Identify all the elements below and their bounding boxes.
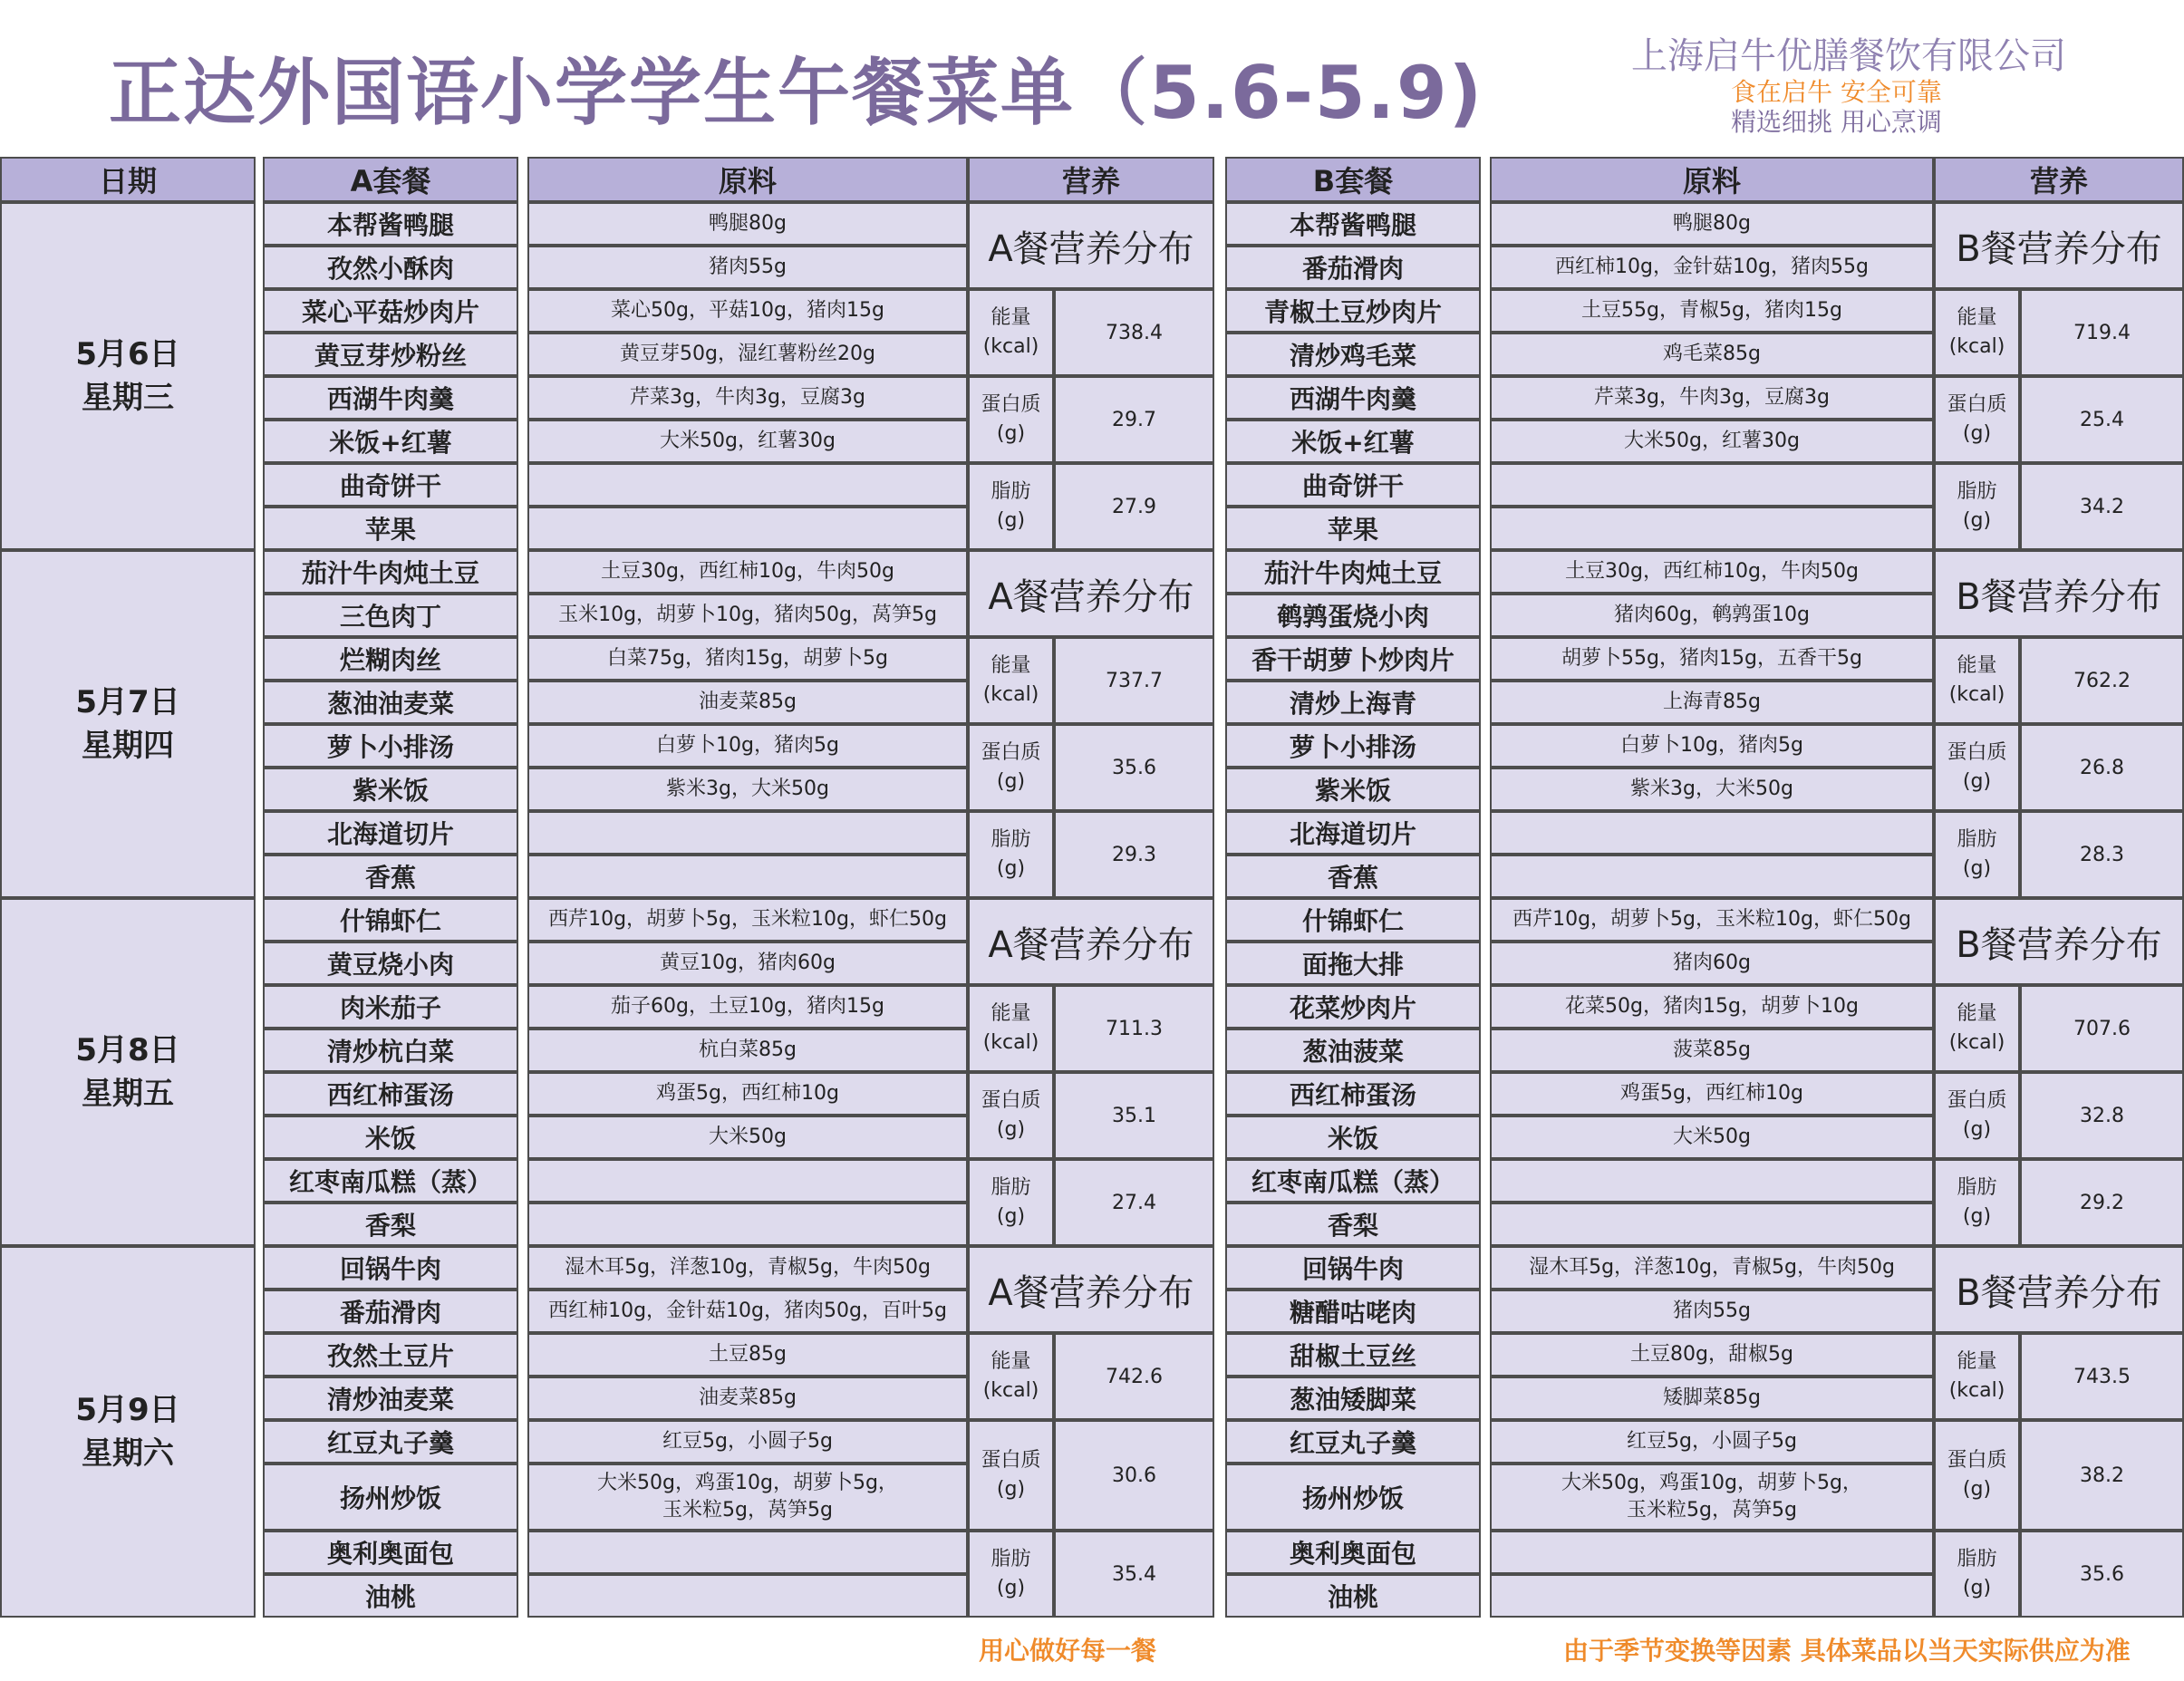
b-ingredients: 土豆55g，青椒5g，猪肉15g (1490, 289, 1934, 333)
a-fat-value: 27.4 (1054, 1159, 1214, 1246)
b-dish: 清炒鸡毛菜 (1225, 333, 1481, 376)
a-ingredients: 茄子60g，土豆10g，猪肉15g (527, 985, 968, 1029)
a-ingredients: 芹菜3g，牛肉3g，豆腐3g (527, 376, 968, 420)
a-ingredients: 菜心50g，平菇10g，猪肉15g (527, 289, 968, 333)
b-dish: 米饭 (1225, 1116, 1481, 1159)
b-fat-value: 29.2 (2020, 1159, 2184, 1246)
header-b-meal: B套餐 (1225, 157, 1481, 202)
b-energy-value: 719.4 (2020, 289, 2184, 376)
b-energy-label: 能量 (kcal) (1934, 289, 2020, 376)
a-dish: 茄汁牛肉炖土豆 (263, 550, 518, 594)
b-energy-label: 能量 (kcal) (1934, 1333, 2020, 1420)
b-nutrition-title: B餐营养分布 (1934, 898, 2184, 985)
header-a-ingredients: 原料 (527, 157, 968, 202)
b-ingredients (1490, 1574, 1934, 1618)
slogan-line-1: 食在启牛 安全可靠 (1731, 77, 1942, 107)
a-fat-label: 脂肪 (g) (968, 1159, 1054, 1246)
b-dish: 北海道切片 (1225, 811, 1481, 855)
b-dish: 红枣南瓜糕（蒸） (1225, 1159, 1481, 1203)
a-energy-value: 742.6 (1054, 1333, 1214, 1420)
menu-table (0, 157, 2184, 1618)
a-nutrition-title: A餐营养分布 (968, 1246, 1214, 1333)
b-protein-value: 26.8 (2020, 724, 2184, 811)
b-nutrition-title: B餐营养分布 (1934, 202, 2184, 289)
a-ingredients: 西芹10g，胡萝卜5g，玉米粒10g，虾仁50g (527, 898, 968, 942)
a-energy-label: 能量 (kcal) (968, 637, 1054, 724)
a-ingredients (527, 855, 968, 898)
a-ingredients (527, 1531, 968, 1574)
a-dish: 萝卜小排汤 (263, 724, 518, 768)
a-dish: 黄豆芽炒粉丝 (263, 333, 518, 376)
b-dish: 扬州炒饭 (1225, 1464, 1481, 1531)
b-energy-value: 743.5 (2020, 1333, 2184, 1420)
a-dish: 红豆丸子羹 (263, 1420, 518, 1464)
a-energy-label: 能量 (kcal) (968, 985, 1054, 1072)
b-dish: 西红柿蛋汤 (1225, 1072, 1481, 1116)
header-b-nutrition: 营养 (1934, 157, 2184, 202)
b-ingredients (1490, 507, 1934, 550)
a-ingredients: 猪肉55g (527, 246, 968, 289)
a-ingredients: 大米50g，红薯30g (527, 420, 968, 463)
a-protein-value: 35.1 (1054, 1072, 1214, 1159)
b-ingredients: 红豆5g，小圆子5g (1490, 1420, 1934, 1464)
a-nutrition-title: A餐营养分布 (968, 898, 1214, 985)
b-dish: 红豆丸子羹 (1225, 1420, 1481, 1464)
a-fat-label: 脂肪 (g) (968, 811, 1054, 898)
a-dish: 香蕉 (263, 855, 518, 898)
b-dish: 鹌鹑蛋烧小肉 (1225, 594, 1481, 637)
a-dish: 红枣南瓜糕（蒸） (263, 1159, 518, 1203)
a-ingredients (527, 507, 968, 550)
header-date: 日期 (0, 157, 256, 202)
a-ingredients: 鸡蛋5g，西红柿10g (527, 1072, 968, 1116)
b-dish: 奥利奥面包 (1225, 1531, 1481, 1574)
b-dish: 面拖大排 (1225, 942, 1481, 985)
b-ingredients: 紫米3g，大米50g (1490, 768, 1934, 811)
b-ingredients: 土豆30g，西红柿10g，牛肉50g (1490, 550, 1934, 594)
day-date: 5月6日 星期三 (0, 202, 256, 550)
b-fat-label: 脂肪 (g) (1934, 811, 2020, 898)
b-ingredients: 猪肉60g (1490, 942, 1934, 985)
b-dish: 西湖牛肉羹 (1225, 376, 1481, 420)
b-fat-label: 脂肪 (g) (1934, 1159, 2020, 1246)
day-date: 5月8日 星期五 (0, 898, 256, 1246)
a-dish: 西湖牛肉羹 (263, 376, 518, 420)
b-ingredients: 上海青85g (1490, 681, 1934, 724)
header-a-meal: A套餐 (263, 157, 518, 202)
b-ingredients: 白萝卜10g，猪肉5g (1490, 724, 1934, 768)
b-energy-value: 707.6 (2020, 985, 2184, 1072)
a-dish: 本帮酱鸭腿 (263, 202, 518, 246)
b-ingredients: 胡萝卜55g，猪肉15g，五香干5g (1490, 637, 1934, 681)
b-ingredients (1490, 1203, 1934, 1246)
b-ingredients: 大米50g，红薯30g (1490, 420, 1934, 463)
a-ingredients: 红豆5g，小圆子5g (527, 1420, 968, 1464)
b-fat-label: 脂肪 (g) (1934, 463, 2020, 550)
b-dish: 茄汁牛肉炖土豆 (1225, 550, 1481, 594)
a-dish: 烂糊肉丝 (263, 637, 518, 681)
b-ingredients (1490, 1159, 1934, 1203)
a-dish: 清炒杭白菜 (263, 1029, 518, 1072)
b-dish: 香干胡萝卜炒肉片 (1225, 637, 1481, 681)
footer-right-note: 由于季节变换等因素 具体菜品以当天实际供应为准 (1563, 1636, 2131, 1666)
a-ingredients: 湿木耳5g，洋葱10g，青椒5g，牛肉50g (527, 1246, 968, 1290)
b-dish: 苹果 (1225, 507, 1481, 550)
b-protein-label: 蛋白质 (g) (1934, 1072, 2020, 1159)
b-dish: 番茄滑肉 (1225, 246, 1481, 289)
a-nutrition-title: A餐营养分布 (968, 550, 1214, 637)
a-dish: 三色肉丁 (263, 594, 518, 637)
b-dish: 花菜炒肉片 (1225, 985, 1481, 1029)
b-energy-value: 762.2 (2020, 637, 2184, 724)
b-energy-label: 能量 (kcal) (1934, 637, 2020, 724)
b-dish: 紫米饭 (1225, 768, 1481, 811)
a-dish: 扬州炒饭 (263, 1464, 518, 1531)
a-dish: 曲奇饼干 (263, 463, 518, 507)
a-dish: 回锅牛肉 (263, 1246, 518, 1290)
b-energy-label: 能量 (kcal) (1934, 985, 2020, 1072)
a-dish: 孜然小酥肉 (263, 246, 518, 289)
b-nutrition-title: B餐营养分布 (1934, 550, 2184, 637)
a-dish: 油桃 (263, 1574, 518, 1618)
a-fat-label: 脂肪 (g) (968, 463, 1054, 550)
a-energy-value: 738.4 (1054, 289, 1214, 376)
a-fat-value: 27.9 (1054, 463, 1214, 550)
a-ingredients (527, 1203, 968, 1246)
a-ingredients: 西红柿10g，金针菇10g，猪肉50g，百叶5g (527, 1290, 968, 1333)
a-ingredients: 鸭腿80g (527, 202, 968, 246)
a-fat-value: 29.3 (1054, 811, 1214, 898)
a-dish: 北海道切片 (263, 811, 518, 855)
a-nutrition-title: A餐营养分布 (968, 202, 1214, 289)
a-ingredients: 大米50g，鸡蛋10g，胡萝卜5g， 玉米粒5g，莴笋5g (527, 1464, 968, 1531)
b-ingredients: 花菜50g，猪肉15g，胡萝卜10g (1490, 985, 1934, 1029)
a-dish: 番茄滑肉 (263, 1290, 518, 1333)
a-energy-label: 能量 (kcal) (968, 1333, 1054, 1420)
a-ingredients: 大米50g (527, 1116, 968, 1159)
a-fat-label: 脂肪 (g) (968, 1531, 1054, 1618)
b-ingredients: 土豆80g，甜椒5g (1490, 1333, 1934, 1377)
b-dish: 糖醋咕咾肉 (1225, 1290, 1481, 1333)
b-protein-label: 蛋白质 (g) (1934, 376, 2020, 463)
a-dish: 紫米饭 (263, 768, 518, 811)
b-protein-label: 蛋白质 (g) (1934, 1420, 2020, 1531)
a-ingredients: 玉米10g，胡萝卜10g，猪肉50g，莴笋5g (527, 594, 968, 637)
day-date: 5月9日 星期六 (0, 1246, 256, 1618)
a-dish: 香梨 (263, 1203, 518, 1246)
b-fat-label: 脂肪 (g) (1934, 1531, 2020, 1618)
b-protein-value: 25.4 (2020, 376, 2184, 463)
day-date: 5月7日 星期四 (0, 550, 256, 898)
b-fat-value: 28.3 (2020, 811, 2184, 898)
a-ingredients: 白菜75g，猪肉15g，胡萝卜5g (527, 637, 968, 681)
a-protein-value: 29.7 (1054, 376, 1214, 463)
a-energy-value: 711.3 (1054, 985, 1214, 1072)
a-dish: 西红柿蛋汤 (263, 1072, 518, 1116)
header-b-ingredients: 原料 (1490, 157, 1934, 202)
b-ingredients: 猪肉55g (1490, 1290, 1934, 1333)
b-dish: 甜椒土豆丝 (1225, 1333, 1481, 1377)
a-dish: 菜心平菇炒肉片 (263, 289, 518, 333)
a-dish: 孜然土豆片 (263, 1333, 518, 1377)
a-energy-label: 能量 (kcal) (968, 289, 1054, 376)
b-dish: 萝卜小排汤 (1225, 724, 1481, 768)
b-ingredients: 大米50g (1490, 1116, 1934, 1159)
a-ingredients: 紫米3g，大米50g (527, 768, 968, 811)
a-protein-label: 蛋白质 (g) (968, 1420, 1054, 1531)
b-dish: 什锦虾仁 (1225, 898, 1481, 942)
b-ingredients: 鸭腿80g (1490, 202, 1934, 246)
a-protein-value: 30.6 (1054, 1420, 1214, 1531)
b-ingredients: 鸡蛋5g，西红柿10g (1490, 1072, 1934, 1116)
b-dish: 葱油矮脚菜 (1225, 1377, 1481, 1420)
a-ingredients: 黄豆10g，猪肉60g (527, 942, 968, 985)
b-dish: 香蕉 (1225, 855, 1481, 898)
a-dish: 肉米茄子 (263, 985, 518, 1029)
b-protein-value: 38.2 (2020, 1420, 2184, 1531)
a-ingredients: 黄豆芽50g，湿红薯粉丝20g (527, 333, 968, 376)
b-dish: 米饭+红薯 (1225, 420, 1481, 463)
a-protein-value: 35.6 (1054, 724, 1214, 811)
b-dish: 葱油菠菜 (1225, 1029, 1481, 1072)
a-ingredients (527, 463, 968, 507)
a-dish: 米饭+红薯 (263, 420, 518, 463)
a-dish: 奥利奥面包 (263, 1531, 518, 1574)
a-dish: 清炒油麦菜 (263, 1377, 518, 1420)
b-fat-value: 35.6 (2020, 1531, 2184, 1618)
a-dish: 葱油油麦菜 (263, 681, 518, 724)
b-ingredients: 猪肉60g，鹌鹑蛋10g (1490, 594, 1934, 637)
b-ingredients (1490, 1531, 1934, 1574)
b-dish: 本帮酱鸭腿 (1225, 202, 1481, 246)
b-ingredients: 西红柿10g，金针菇10g，猪肉55g (1490, 246, 1934, 289)
a-dish: 米饭 (263, 1116, 518, 1159)
slogan-line-2: 精选细挑 用心烹调 (1731, 107, 1942, 137)
b-ingredients (1490, 811, 1934, 855)
a-ingredients: 土豆30g，西红柿10g，牛肉50g (527, 550, 968, 594)
header-a-nutrition: 营养 (968, 157, 1214, 202)
a-fat-value: 35.4 (1054, 1531, 1214, 1618)
b-ingredients (1490, 855, 1934, 898)
a-dish: 苹果 (263, 507, 518, 550)
a-ingredients: 白萝卜10g，猪肉5g (527, 724, 968, 768)
b-ingredients: 大米50g，鸡蛋10g，胡萝卜5g， 玉米粒5g，莴笋5g (1490, 1464, 1934, 1531)
a-energy-value: 737.7 (1054, 637, 1214, 724)
b-ingredients: 菠菜85g (1490, 1029, 1934, 1072)
b-dish: 油桃 (1225, 1574, 1481, 1618)
b-protein-label: 蛋白质 (g) (1934, 724, 2020, 811)
b-protein-value: 32.8 (2020, 1072, 2184, 1159)
a-ingredients: 杭白菜85g (527, 1029, 968, 1072)
company-name: 上海启牛优膳餐饮有限公司 (1631, 35, 2066, 77)
b-ingredients: 湿木耳5g，洋葱10g，青椒5g，牛肉50g (1490, 1246, 1934, 1290)
b-ingredients (1490, 463, 1934, 507)
page-title: 正达外国语小学学生午餐菜单（5.6-5.9) (109, 51, 1484, 135)
b-dish: 回锅牛肉 (1225, 1246, 1481, 1290)
b-dish: 曲奇饼干 (1225, 463, 1481, 507)
b-ingredients: 西芹10g，胡萝卜5g，玉米粒10g，虾仁50g (1490, 898, 1934, 942)
b-fat-value: 34.2 (2020, 463, 2184, 550)
a-ingredients (527, 1159, 968, 1203)
a-ingredients: 油麦菜85g (527, 1377, 968, 1420)
a-protein-label: 蛋白质 (g) (968, 376, 1054, 463)
a-protein-label: 蛋白质 (g) (968, 724, 1054, 811)
a-ingredients: 油麦菜85g (527, 681, 968, 724)
b-ingredients: 芹菜3g，牛肉3g，豆腐3g (1490, 376, 1934, 420)
b-ingredients: 鸡毛菜85g (1490, 333, 1934, 376)
a-ingredients (527, 1574, 968, 1618)
b-nutrition-title: B餐营养分布 (1934, 1246, 2184, 1333)
b-dish: 青椒土豆炒肉片 (1225, 289, 1481, 333)
a-dish: 什锦虾仁 (263, 898, 518, 942)
a-protein-label: 蛋白质 (g) (968, 1072, 1054, 1159)
b-ingredients: 矮脚菜85g (1490, 1377, 1934, 1420)
a-dish: 黄豆烧小肉 (263, 942, 518, 985)
a-ingredients (527, 811, 968, 855)
footer-left-note: 用心做好每一餐 (979, 1636, 1157, 1666)
b-dish: 香梨 (1225, 1203, 1481, 1246)
a-ingredients: 土豆85g (527, 1333, 968, 1377)
b-dish: 清炒上海青 (1225, 681, 1481, 724)
